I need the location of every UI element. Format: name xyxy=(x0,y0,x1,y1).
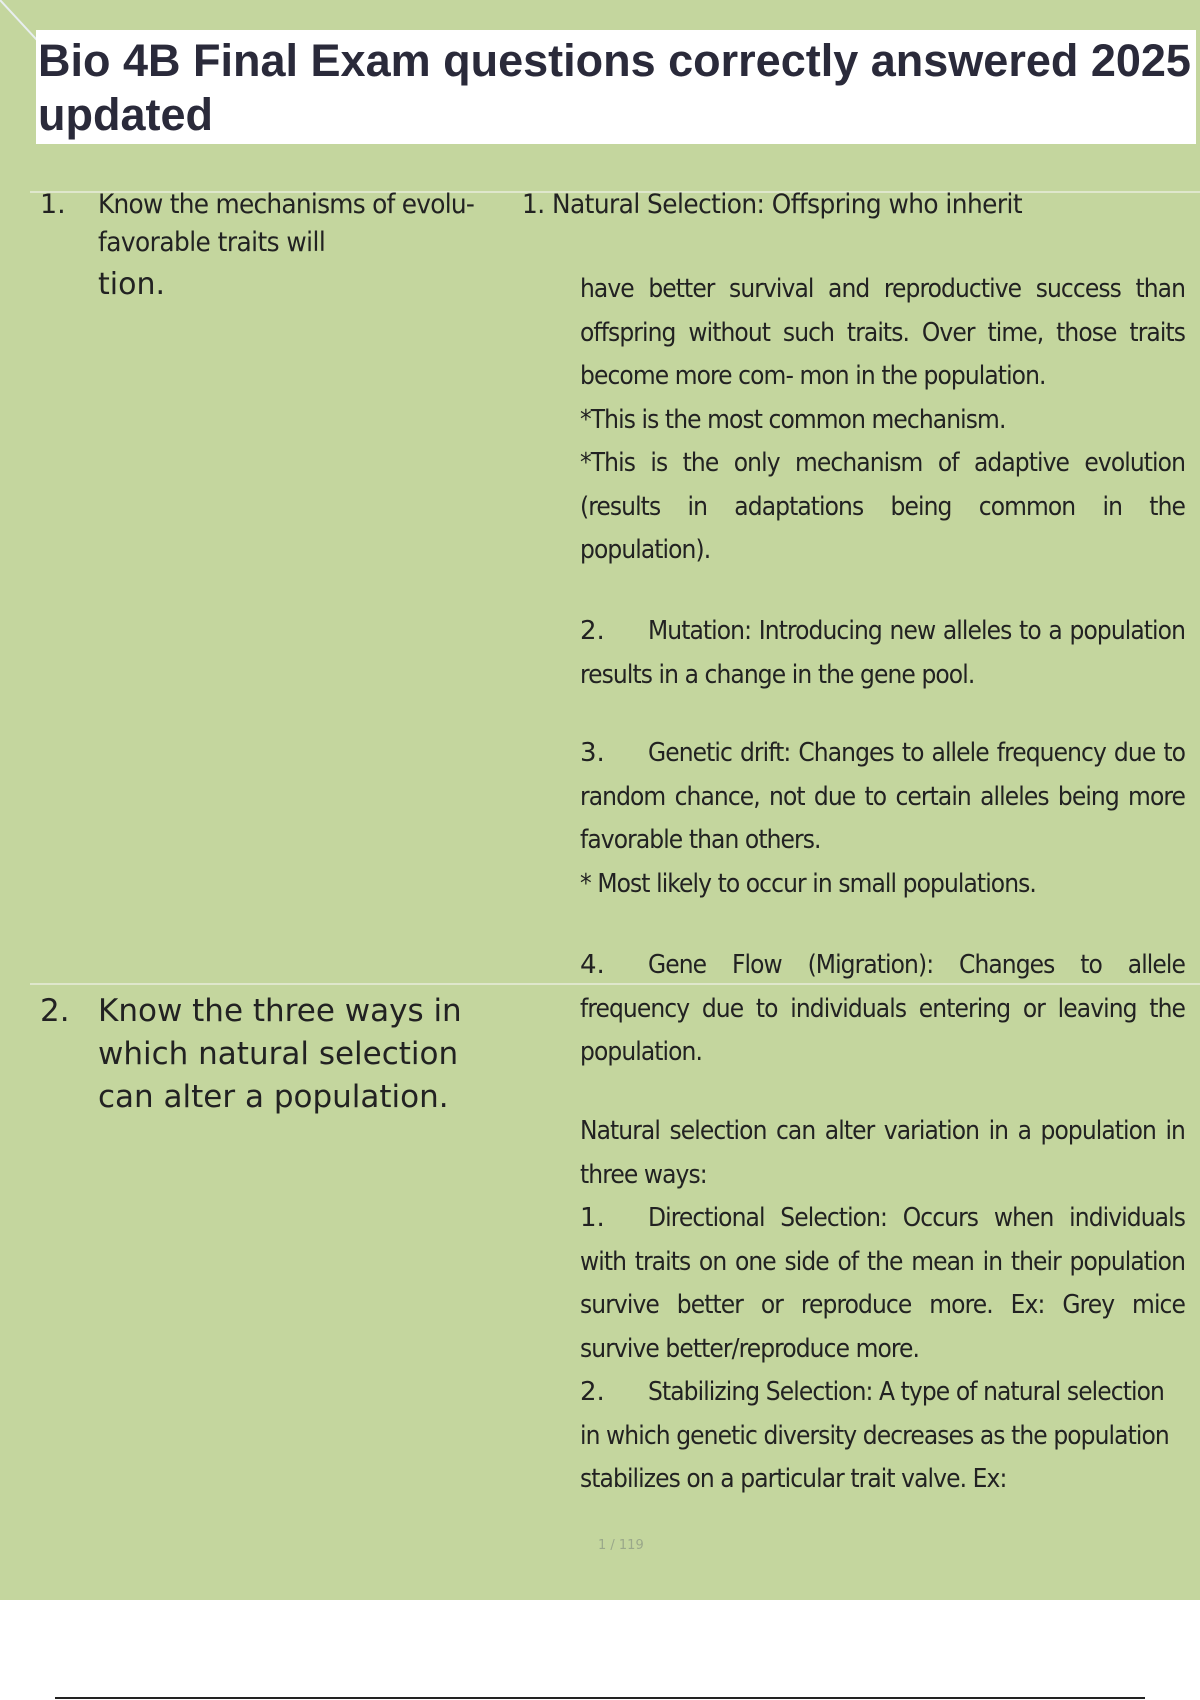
page-indicator: 1 / 119 xyxy=(598,1538,644,1553)
answer-natural-selection xyxy=(580,268,1185,573)
answer-selection-types xyxy=(580,1110,1185,1502)
answer-paragraph: have better survival and reproductive success than offspring without such traits. Over time, those traits become more com- mon in the population. xyxy=(580,274,1185,391)
title-box xyxy=(36,30,1196,144)
answer-paragraph: Mutation: Introducing new alleles to a population results in a change in the gene pool. xyxy=(580,616,1185,690)
list-number: 2. xyxy=(580,616,605,646)
answer-heading: 1. Natural Selection: Offspring who inherit xyxy=(522,189,1023,220)
answer-genetic-drift xyxy=(580,732,1185,906)
list-number: 1. xyxy=(580,1203,605,1233)
answer-gene-flow xyxy=(580,944,1185,1075)
list-number: 2. xyxy=(580,1377,605,1407)
question-text-line: Know the mechanisms of evolu- xyxy=(98,189,475,220)
question-text-line: favorable traits will xyxy=(98,227,326,258)
document-title: Bio 4B Final Exam questions correctly answered 2025 updated xyxy=(38,35,1191,140)
question-text-line: tion. xyxy=(98,267,166,302)
answer-paragraph: Genetic drift: Changes to allele frequency due to random chance, not due to certain alleles being more favorable than others. xyxy=(580,738,1185,855)
answer-note: *This is the most common mechanism. xyxy=(580,404,1006,435)
answer-paragraph: Gene Flow (Migration): Changes to allele frequency due to individuals entering or leaving the population. xyxy=(580,950,1185,1067)
answer-paragraph: Directional Selection: Occurs when individuals with traits on one side of the mean in their population survive better or reproduce more. Ex: Grey mice survive better/reproduce more. xyxy=(580,1203,1185,1364)
bottom-rule xyxy=(55,1697,1145,1699)
answer-note: * Most likely to occur in small populations. xyxy=(580,868,1036,899)
answer-note: *This is the only mechanism of adaptive evolution (results in adaptations being common in the population). xyxy=(580,448,1185,565)
list-number: 4. xyxy=(580,950,605,980)
question-text: Know the three ways in which natural selection can alter a population. xyxy=(98,993,462,1115)
question-number: 2. xyxy=(40,993,70,1029)
list-number: 3. xyxy=(580,738,605,768)
answer-paragraph: Stabilizing Selection: A type of natural selection in which genetic diversity decreases as the population stabilizes on a particular trait valve. Ex: xyxy=(580,1377,1169,1494)
answer-mutation xyxy=(580,610,1185,697)
row-divider xyxy=(30,983,1200,985)
answer-paragraph: Natural selection can alter variation in a population in three ways: xyxy=(580,1116,1185,1190)
question-number: 1. xyxy=(40,189,66,220)
